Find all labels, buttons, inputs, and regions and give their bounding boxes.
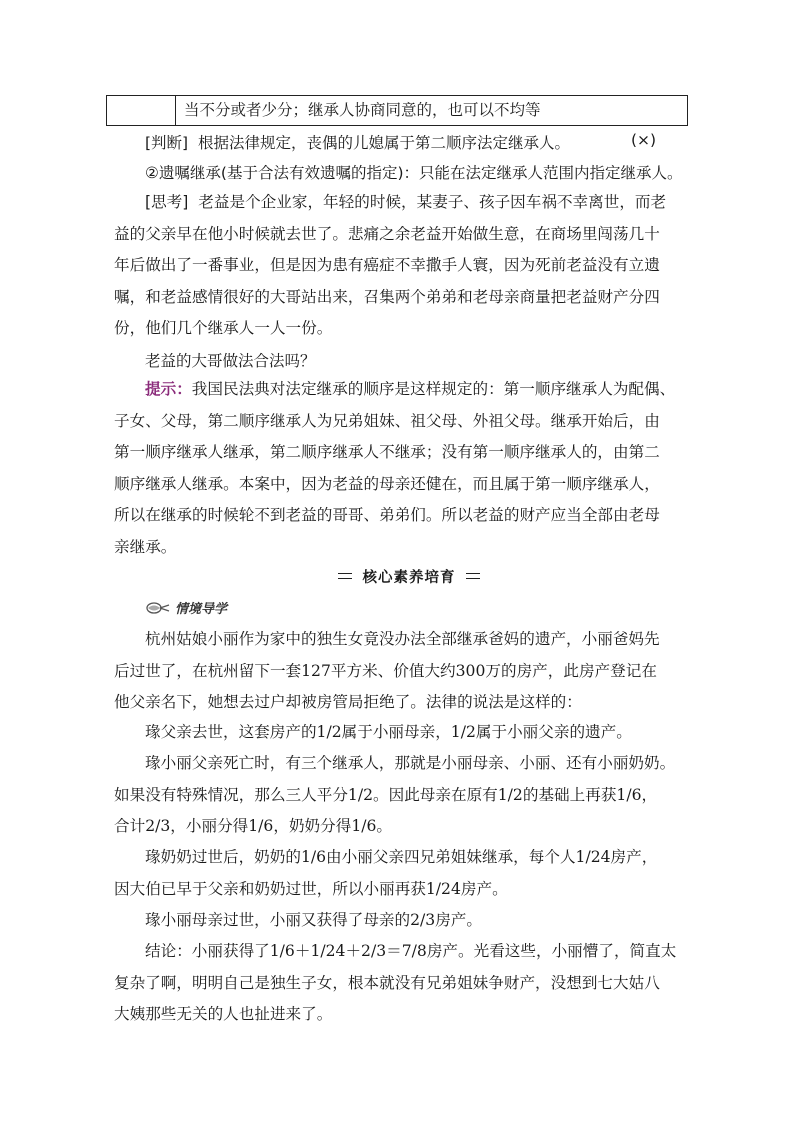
case-p6-line-2: 复杂了啊，明明自己是独生子女，根本就没有兄弟姐妹争财产，没想到七大姑八 — [114, 973, 660, 992]
will-inheritance-line: ②遗嘱继承(基于合法有效遗嘱的指定)：只能在法定继承人范围内指定继承人。 — [145, 164, 683, 182]
think-line-2: 益的父亲早在他小时候就去世了。悲痛之余老益开始做生意，在商场里闯荡几十 — [114, 224, 660, 243]
section-title: 核心素养培育 — [362, 570, 456, 586]
case-paragraph-1 — [114, 624, 684, 719]
tip-line-1: 我国民法典对法定继承的顺序是这样规定的：第一顺序继承人为配偶、 — [191, 380, 676, 398]
tip-paragraph — [114, 374, 684, 563]
case-p6-line-1: 结论：小丽获得了1/6＋1/24＋2/3＝7/8房产。光看这些，小丽懵了，简直太 — [145, 942, 677, 960]
section-bar-left — [338, 573, 352, 579]
table-cell-empty — [107, 96, 176, 125]
case-p4-line-2: 因大伯已早于父亲和奶奶过世，所以小丽再获1/24房产。 — [114, 879, 508, 898]
question-line: 老益的大哥做法合法吗？ — [145, 352, 316, 370]
guide-label: 情境导学 — [175, 602, 228, 617]
think-line-5: 份，他们几个继承人一人一份。 — [114, 319, 333, 337]
tip-line-3: 第一顺序继承人继承，第二顺序继承人不继承；没有第一顺序继承人的，由第二 — [114, 443, 660, 461]
judge-text: 根据法律规定，丧偶的儿媳属于第二顺序法定继承人。 — [197, 134, 570, 152]
think-line-1: 老益是个企业家，年轻的时候，某妻子、孩子因车祸不幸离世，而老 — [198, 193, 667, 211]
case-p1-line-3: 他父亲名下，她想去过户却被房管局拒绝了。法律的说法是这样的： — [114, 693, 582, 711]
table-cell-text: 当不分或者少分；继承人协商同意的，也可以不均等 — [184, 101, 541, 119]
tip-label: 提示： — [145, 380, 192, 398]
case-paragraph-5 — [114, 905, 684, 937]
guide-heading — [145, 598, 227, 617]
judge-tag: [判断] — [145, 134, 189, 152]
think-tag: [思考] — [145, 193, 189, 211]
case-p1-line-1: 杭州姑娘小丽作为家中的独生女竟没办法全部继承爸妈的遗产，小丽爸妈先 — [145, 630, 660, 648]
tip-line-6: 亲继承。 — [114, 537, 177, 556]
tip-line-5: 所以在继承的时候轮不到老益的哥哥、弟弟们。所以老益的财产应当全部由老母 — [114, 506, 660, 524]
think-line-3: 年后做出了一番事业，但是因为患有癌症不幸撒手人寰，因为死前老益没有立遗 — [114, 256, 660, 274]
case-paragraph-3 — [114, 748, 684, 843]
section-bar-right — [466, 573, 480, 579]
case-p3-line-2: 如果没有特殊情况，那么三人平分1/2。因此母亲在原有1/2的基础上再获1/6， — [114, 785, 658, 804]
section-header — [338, 567, 480, 586]
leaf-icon — [145, 600, 171, 616]
case-p4-line-1: 瑑奶奶过世后，奶奶的1/6由小丽父亲四兄弟姐妹继承，每个人1/24房产， — [145, 848, 658, 866]
case-p1-line-2: 后过世了，在杭州留下一套127平方米、价值大约300万的房产，此房产登记在 — [114, 661, 657, 680]
judge-line — [145, 131, 570, 153]
case-paragraph-2 — [114, 717, 684, 749]
case-p3-line-3: 合计2/3，小丽分得1/6，奶奶分得1/6。 — [114, 817, 393, 835]
tip-line-2: 子女、父母，第二顺序继承人为兄弟姐妹、祖父母、外祖父母。继承开始后，由 — [114, 411, 660, 430]
judge-answer: (×) — [631, 131, 657, 149]
case-p5-line-1: 瑑小丽母亲过世，小丽又获得了母亲的2/3房产。 — [145, 911, 482, 929]
case-p6-line-3: 大姨那些无关的人也扯进来了。 — [114, 1005, 333, 1023]
table-row — [106, 95, 688, 126]
think-line-4: 嘱，和老益感情很好的大哥站出来，召集两个弟弟和老母亲商量把老益财产分四 — [114, 287, 660, 306]
case-p3-line-1: 瑑小丽父亲死亡时，有三个继承人，那就是小丽母亲、小丽、还有小丽奶奶。 — [145, 754, 676, 772]
think-paragraph — [114, 187, 684, 345]
tip-line-4: 顺序继承人继承。本案中，因为老益的母亲还健在，而且属于第一顺序继承人， — [114, 474, 660, 493]
case-p2-line-1: 瑑父亲去世，这套房产的1/2属于小丽母亲，1/2属于小丽父亲的遗产。 — [145, 723, 632, 741]
case-paragraph-4 — [114, 842, 684, 905]
case-paragraph-6 — [114, 936, 684, 1031]
